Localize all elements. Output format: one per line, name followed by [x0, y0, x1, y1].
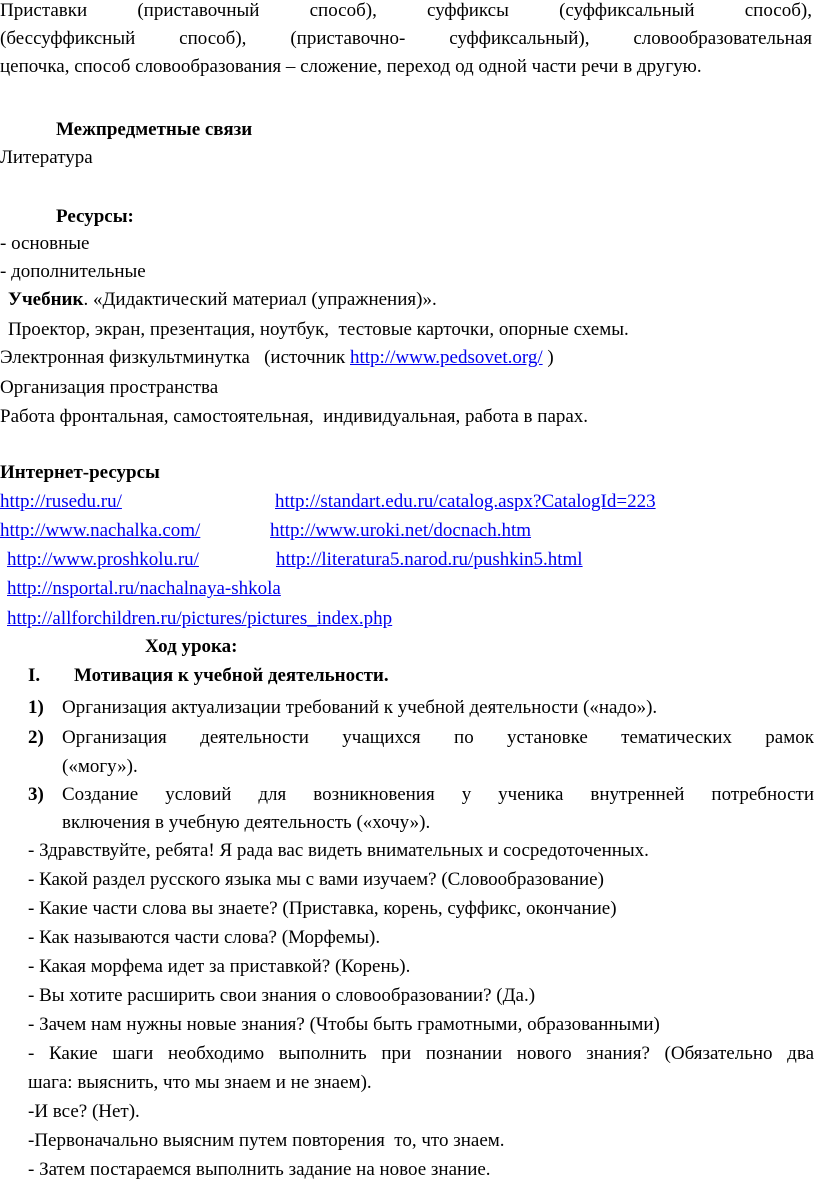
link-allforchildren[interactable]: http://allforchildren.ru/pictures/pictures_index.php	[7, 608, 393, 629]
textbook-label: Учебник	[8, 289, 84, 310]
intro-line: (бессуффиксный способ), (приставочно- суффиксальный), словообразовательная	[0, 28, 812, 49]
space-org: Организация пространства	[0, 377, 219, 398]
textbook-text: . «Дидактический материал (упражнения)».	[83, 289, 437, 310]
section-title: Мотивация к учебной деятельности.	[74, 665, 389, 686]
links-value: Литература	[0, 147, 93, 168]
list-item-continuation: включения в учебную деятельность («хочу»).	[62, 812, 431, 833]
link-nachalka[interactable]: http://www.nachalka.com/	[0, 520, 201, 541]
intro-line: Приставки (приставочный способ), суффиксы (суффиксальный способ),	[0, 0, 812, 21]
link-proshkolu[interactable]: http://www.proshkolu.ru/	[7, 549, 199, 570]
list-item: Создание условий для возникновения у ученика внутренней потребности	[62, 784, 814, 805]
list-item: Организация актуализации требований к учебной деятельности («надо»).	[62, 697, 658, 718]
resources-main: - основные	[0, 233, 90, 254]
intro-line: цепочка, способ словообразования – сложение, переход од одной части речи в другую.	[0, 56, 702, 77]
dialogue-line: - Какая морфема идет за приставкой? (Корень).	[28, 956, 411, 977]
dialogue-line: -И все? (Нет).	[28, 1101, 140, 1122]
resources-heading: Ресурсы:	[56, 206, 134, 227]
internet-heading: Интернет-ресурсы	[0, 462, 160, 483]
list-item: Организация деятельности учащихся по установке тематических рамок	[62, 727, 814, 748]
dialogue-line: - Зачем нам нужны новые знания? (Чтобы быть грамотными, образованными)	[28, 1014, 660, 1035]
list-item-continuation: («могу»).	[62, 756, 138, 777]
link-nsportal[interactable]: http://nsportal.ru/nachalnaya-shkola	[7, 578, 281, 599]
work-forms: Работа фронтальная, самостоятельная, индивидуальная, работа в парах.	[0, 406, 589, 427]
dialogue-line: - Вы хотите расширить свои знания о словообразовании? (Да.)	[28, 985, 536, 1006]
lesson-heading: Ход урока:	[145, 636, 238, 657]
list-item-number: 3)	[28, 784, 44, 805]
textbook-line	[8, 289, 437, 311]
dialogue-line: шага: выяснить, что мы знаем и не знаем).	[28, 1072, 372, 1093]
dialogue-line: - Какой раздел русского языка мы с вами изучаем? (Словообразование)	[28, 869, 604, 890]
dialogue-line: - Какие шаги необходимо выполнить при познании нового знания? (Обязательно два	[28, 1043, 814, 1064]
fizminutka-text: Электронная физкультминутка (источник	[0, 347, 350, 368]
list-item-number: 1)	[28, 697, 44, 718]
link-literatura5[interactable]: http://literatura5.narod.ru/pushkin5.html	[276, 549, 583, 570]
dialogue-line: - Какие части слова вы знаете? (Приставка, корень, суффикс, окончание)	[28, 898, 617, 919]
fizminutka-line	[0, 347, 554, 369]
fizminutka-suffix: )	[542, 347, 554, 368]
equipment-line: Проектор, экран, презентация, ноутбук, тестовые карточки, опорные схемы.	[8, 319, 629, 340]
links-heading: Межпредметные связи	[56, 119, 253, 140]
dialogue-line: - Как называются части слова? (Морфемы).	[28, 927, 381, 948]
pedsovet-link[interactable]: http://www.pedsovet.org/	[349, 347, 543, 368]
section-number: I.	[28, 665, 41, 686]
list-item-number: 2)	[28, 727, 44, 748]
dialogue-line: - Здравствуйте, ребята! Я рада вас видеть внимательных и сосредоточенных.	[28, 840, 649, 861]
resources-extra: - дополнительные	[0, 261, 146, 282]
dialogue-line: -Первоначально выясним путем повторения то, что знаем.	[28, 1130, 505, 1151]
dialogue-line: - Затем постараемся выполнить задание на новое знание.	[28, 1159, 491, 1180]
link-standart[interactable]: http://standart.edu.ru/catalog.aspx?CatalogId=223	[275, 491, 656, 512]
link-uroki[interactable]: http://www.uroki.net/docnach.htm	[270, 520, 532, 541]
link-rusedu[interactable]: http://rusedu.ru/	[0, 491, 122, 512]
